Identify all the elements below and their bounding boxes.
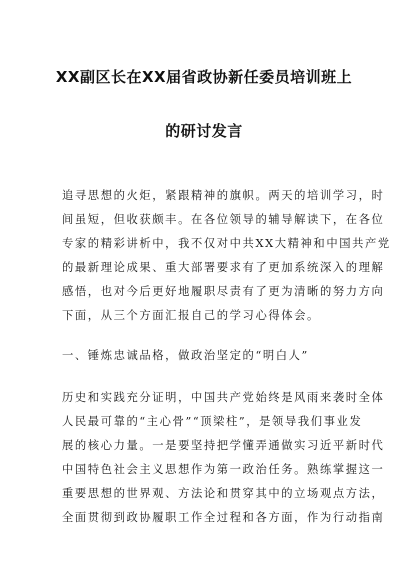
document-title-line-1: XX副区长在XX届省政协新任委员培训班上 bbox=[55, 68, 353, 86]
paragraph-line: 间虽短，但收获颇丰。在各位领导的辅导解读下，在各位 bbox=[62, 213, 385, 226]
paragraph-line: 中国特色社会主义思想作为第一政治任务。熟练掌握这一 bbox=[62, 463, 385, 476]
paragraph-line: 全面贯彻到政协履职工作全过程和各方面，作为行动指南 bbox=[62, 511, 385, 524]
paragraph-line: 人民最可靠的“主心骨”“顶梁柱”，是领导我们事业发 bbox=[62, 415, 363, 428]
paragraph-line: 展的核心力量。一是要坚持把学懂弄通做实习近平新时代 bbox=[62, 439, 385, 452]
paragraph-line: 重要思想的世界观、方法论和贯穿其中的立场观点方法， bbox=[62, 487, 385, 500]
paragraph-line: 历史和实践充分证明，中国共产党始终是风雨来袭时全体 bbox=[62, 391, 385, 404]
paragraph-line: 专家的精彩讲析中，我不仅对中共XX大精神和中国共产党 bbox=[62, 237, 391, 250]
section-heading: 一、锤炼忠诚品格，做政治坚定的“明白人” bbox=[62, 349, 309, 362]
paragraph-line: 感悟，也对今后更好地履职尽责有了更为清晰的努力方向 bbox=[62, 285, 385, 298]
paragraph-line: 下面，从三个方面汇报自己的学习心得体会。 bbox=[62, 309, 320, 322]
paragraph-line: 追寻思想的火炬，紧跟精神的旗帜。两天的培训学习，时 bbox=[62, 189, 385, 202]
paragraph-line: 的最新理论成果、重大部署要求有了更加系统深入的理解 bbox=[62, 261, 385, 274]
document-title-line-2: 的研讨发言 bbox=[165, 122, 243, 140]
